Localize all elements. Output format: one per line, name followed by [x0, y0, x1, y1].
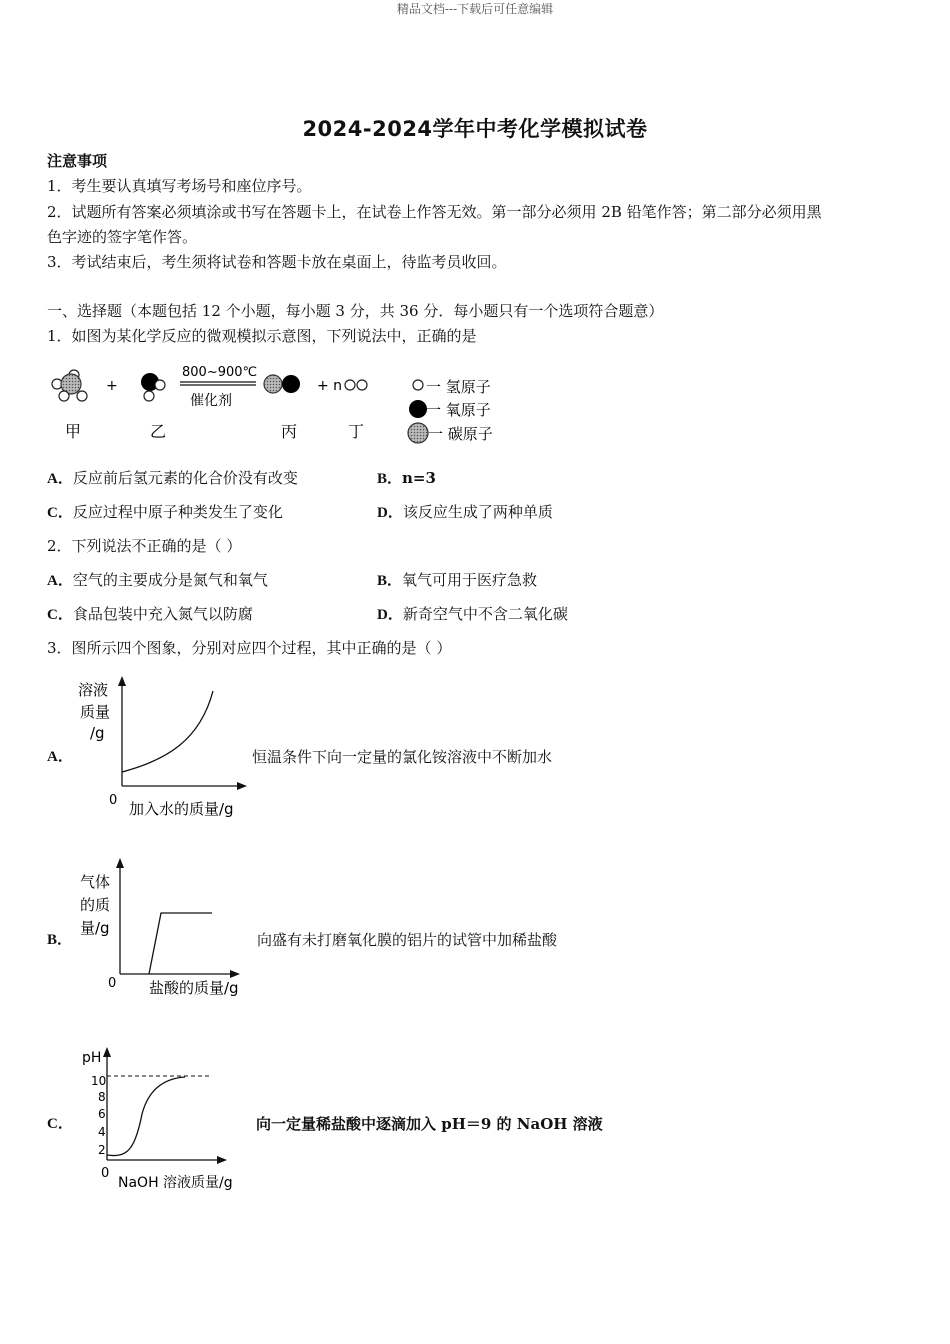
q1-option-c-letter: C． — [47, 505, 73, 521]
graph-c-ytick-8: 8 — [98, 1090, 106, 1104]
graph-b-line — [149, 913, 212, 974]
q2-option-b-text: 氧气可用于医疗急救 — [402, 571, 538, 589]
graph-b-ylabel-3: 量/g — [80, 919, 110, 937]
legend-oxygen: 一 氧原子 — [426, 401, 491, 419]
q3-option-c-letter: C． — [47, 1116, 73, 1132]
q1-option-a-letter: A． — [47, 471, 73, 487]
q2-stem: 2．下列说法不正确的是（ ） — [47, 537, 242, 555]
molecule-jia — [52, 370, 87, 401]
q2-option-b-letter: B． — [377, 573, 403, 589]
graph-a-y-arrow-icon — [118, 676, 126, 686]
q1-option-a-text: 反应前后氢元素的化合价没有改变 — [72, 469, 298, 487]
notice-heading: 注意事项 — [47, 152, 108, 170]
graph-c — [72, 1042, 257, 1197]
graph-a-ylabel-1: 溶液 — [78, 681, 109, 699]
graph-c-ytick-4: 4 — [98, 1125, 106, 1139]
label-bing: 丙 — [281, 422, 298, 441]
q2-option-a-letter: A． — [47, 573, 73, 589]
legend — [408, 378, 493, 443]
graph-c-xlabel: NaOH 溶液质量/g — [118, 1175, 233, 1191]
plus-sign: + — [106, 378, 118, 394]
q2-option-c-letter: C． — [47, 607, 73, 623]
graph-a-ylabel-2: 质量 — [80, 703, 111, 721]
plus-n: + n — [317, 378, 343, 394]
q2-option-c-text: 食品包装中充入氮气以防腐 — [72, 605, 253, 623]
q1-option-d — [377, 503, 553, 522]
legend-carbon-icon — [408, 423, 428, 443]
q1-option-b-letter: B． — [377, 471, 403, 487]
q1-option-a — [47, 469, 298, 488]
q2-option-d — [377, 605, 568, 624]
notice-item-3: 3．考试结束后，考生须将试卷和答题卡放在桌面上，待监考员收回。 — [47, 253, 507, 271]
q3-option-a-text: 恒温条件下向一定量的氯化铵溶液中不断加水 — [252, 748, 553, 766]
notice-item-1: 1．考生要认真填写考场号和座位序号。 — [47, 177, 312, 195]
q3-option-c-text: 向一定量稀盐酸中逐滴加入 pH＝9 的 NaOH 溶液 — [256, 1115, 603, 1133]
q2-option-b — [377, 571, 537, 590]
graph-c-origin: 0 — [101, 1166, 110, 1181]
graph-b-x-arrow-icon — [230, 970, 240, 978]
q3-stem: 3．图所示四个图象，分别对应四个过程，其中正确的是（ ） — [47, 639, 452, 657]
q3-option-b-text: 向盛有未打磨氧化膜的铝片的试管中加稀盐酸 — [257, 931, 558, 949]
molecule-ding — [345, 380, 367, 390]
page-title: 2024-2024学年中考化学模拟试卷 — [302, 117, 648, 141]
notice-item-2-cont: 色字迹的签字笔作答。 — [47, 228, 198, 246]
legend-hydrogen-icon — [413, 380, 423, 390]
legend-hydrogen: 一 氢原子 — [426, 378, 491, 396]
label-ding: 丁 — [348, 422, 365, 441]
graph-c-ytick-10: 10 — [91, 1074, 107, 1088]
graph-b-xlabel: 盐酸的质量/g — [149, 979, 239, 997]
graph-c-ylabel: pH — [82, 1050, 102, 1066]
reaction-diagram — [44, 356, 514, 451]
graph-a-curve — [122, 691, 213, 772]
graph-b — [72, 855, 257, 1005]
notice-item-2: 2．试题所有答案必须填涂或书写在答题卡上，在试卷上作答无效。第一部分必须用 2B 铅笔作答；第二部分必须用黑 — [47, 203, 822, 221]
graph-c-ytick-2: 2 — [98, 1143, 106, 1157]
graph-b-ylabel-2: 的质 — [80, 896, 111, 914]
graph-b-origin: 0 — [108, 976, 117, 991]
q2-option-d-letter: D． — [377, 607, 403, 623]
q2-option-d-text: 新奇空气中不含二氧化碳 — [402, 605, 568, 623]
reaction-condition-temp: 800~900℃ — [182, 365, 258, 380]
q2-option-c — [47, 605, 253, 624]
q3-option-b-letter: B． — [47, 932, 73, 948]
graph-a-ylabel-3: /g — [90, 724, 105, 742]
q3-option-a-letter: A． — [47, 749, 73, 765]
q1-option-d-text: 该反应生成了两种单质 — [402, 503, 553, 521]
q1-stem: 1．如图为某化学反应的微观模拟示意图，下列说法中，正确的是 — [47, 327, 477, 345]
reaction-condition-catalyst: 催化剂 — [190, 393, 232, 409]
header-note: 精品文档---下载后可任意编辑 — [396, 2, 554, 16]
graph-a — [72, 674, 257, 824]
graph-b-y-arrow-icon — [116, 858, 124, 868]
label-jia: 甲 — [65, 422, 82, 441]
molecule-yi — [141, 373, 165, 401]
section-heading: 一、选择题（本题包括 12 个小题，每小题 3 分，共 36 分．每小题只有一个选项符合题意） — [47, 302, 664, 320]
graph-b-ylabel-1: 气体 — [80, 873, 111, 891]
q2-option-a — [47, 571, 268, 590]
graph-c-x-arrow-icon — [217, 1156, 227, 1164]
q1-option-d-letter: D． — [377, 505, 403, 521]
graph-c-ytick-6: 6 — [98, 1107, 106, 1121]
q1-option-c-text: 反应过程中原子种类发生了变化 — [72, 503, 283, 521]
graph-a-xlabel: 加入水的质量/g — [129, 800, 234, 818]
molecule-bing — [264, 375, 300, 393]
graph-c-curve — [107, 1077, 185, 1156]
graph-c-y-arrow-icon — [103, 1047, 111, 1057]
q1-option-b-text: n=3 — [402, 469, 436, 487]
graph-a-x-arrow-icon — [237, 782, 247, 790]
label-yi: 乙 — [150, 422, 167, 441]
q1-option-b — [377, 469, 436, 488]
q2-option-a-text: 空气的主要成分是氮气和氧气 — [72, 571, 268, 589]
legend-oxygen-icon — [409, 400, 427, 418]
q1-option-c — [47, 503, 283, 522]
graph-a-origin: 0 — [109, 793, 118, 808]
legend-carbon: 一 碳原子 — [428, 425, 493, 443]
